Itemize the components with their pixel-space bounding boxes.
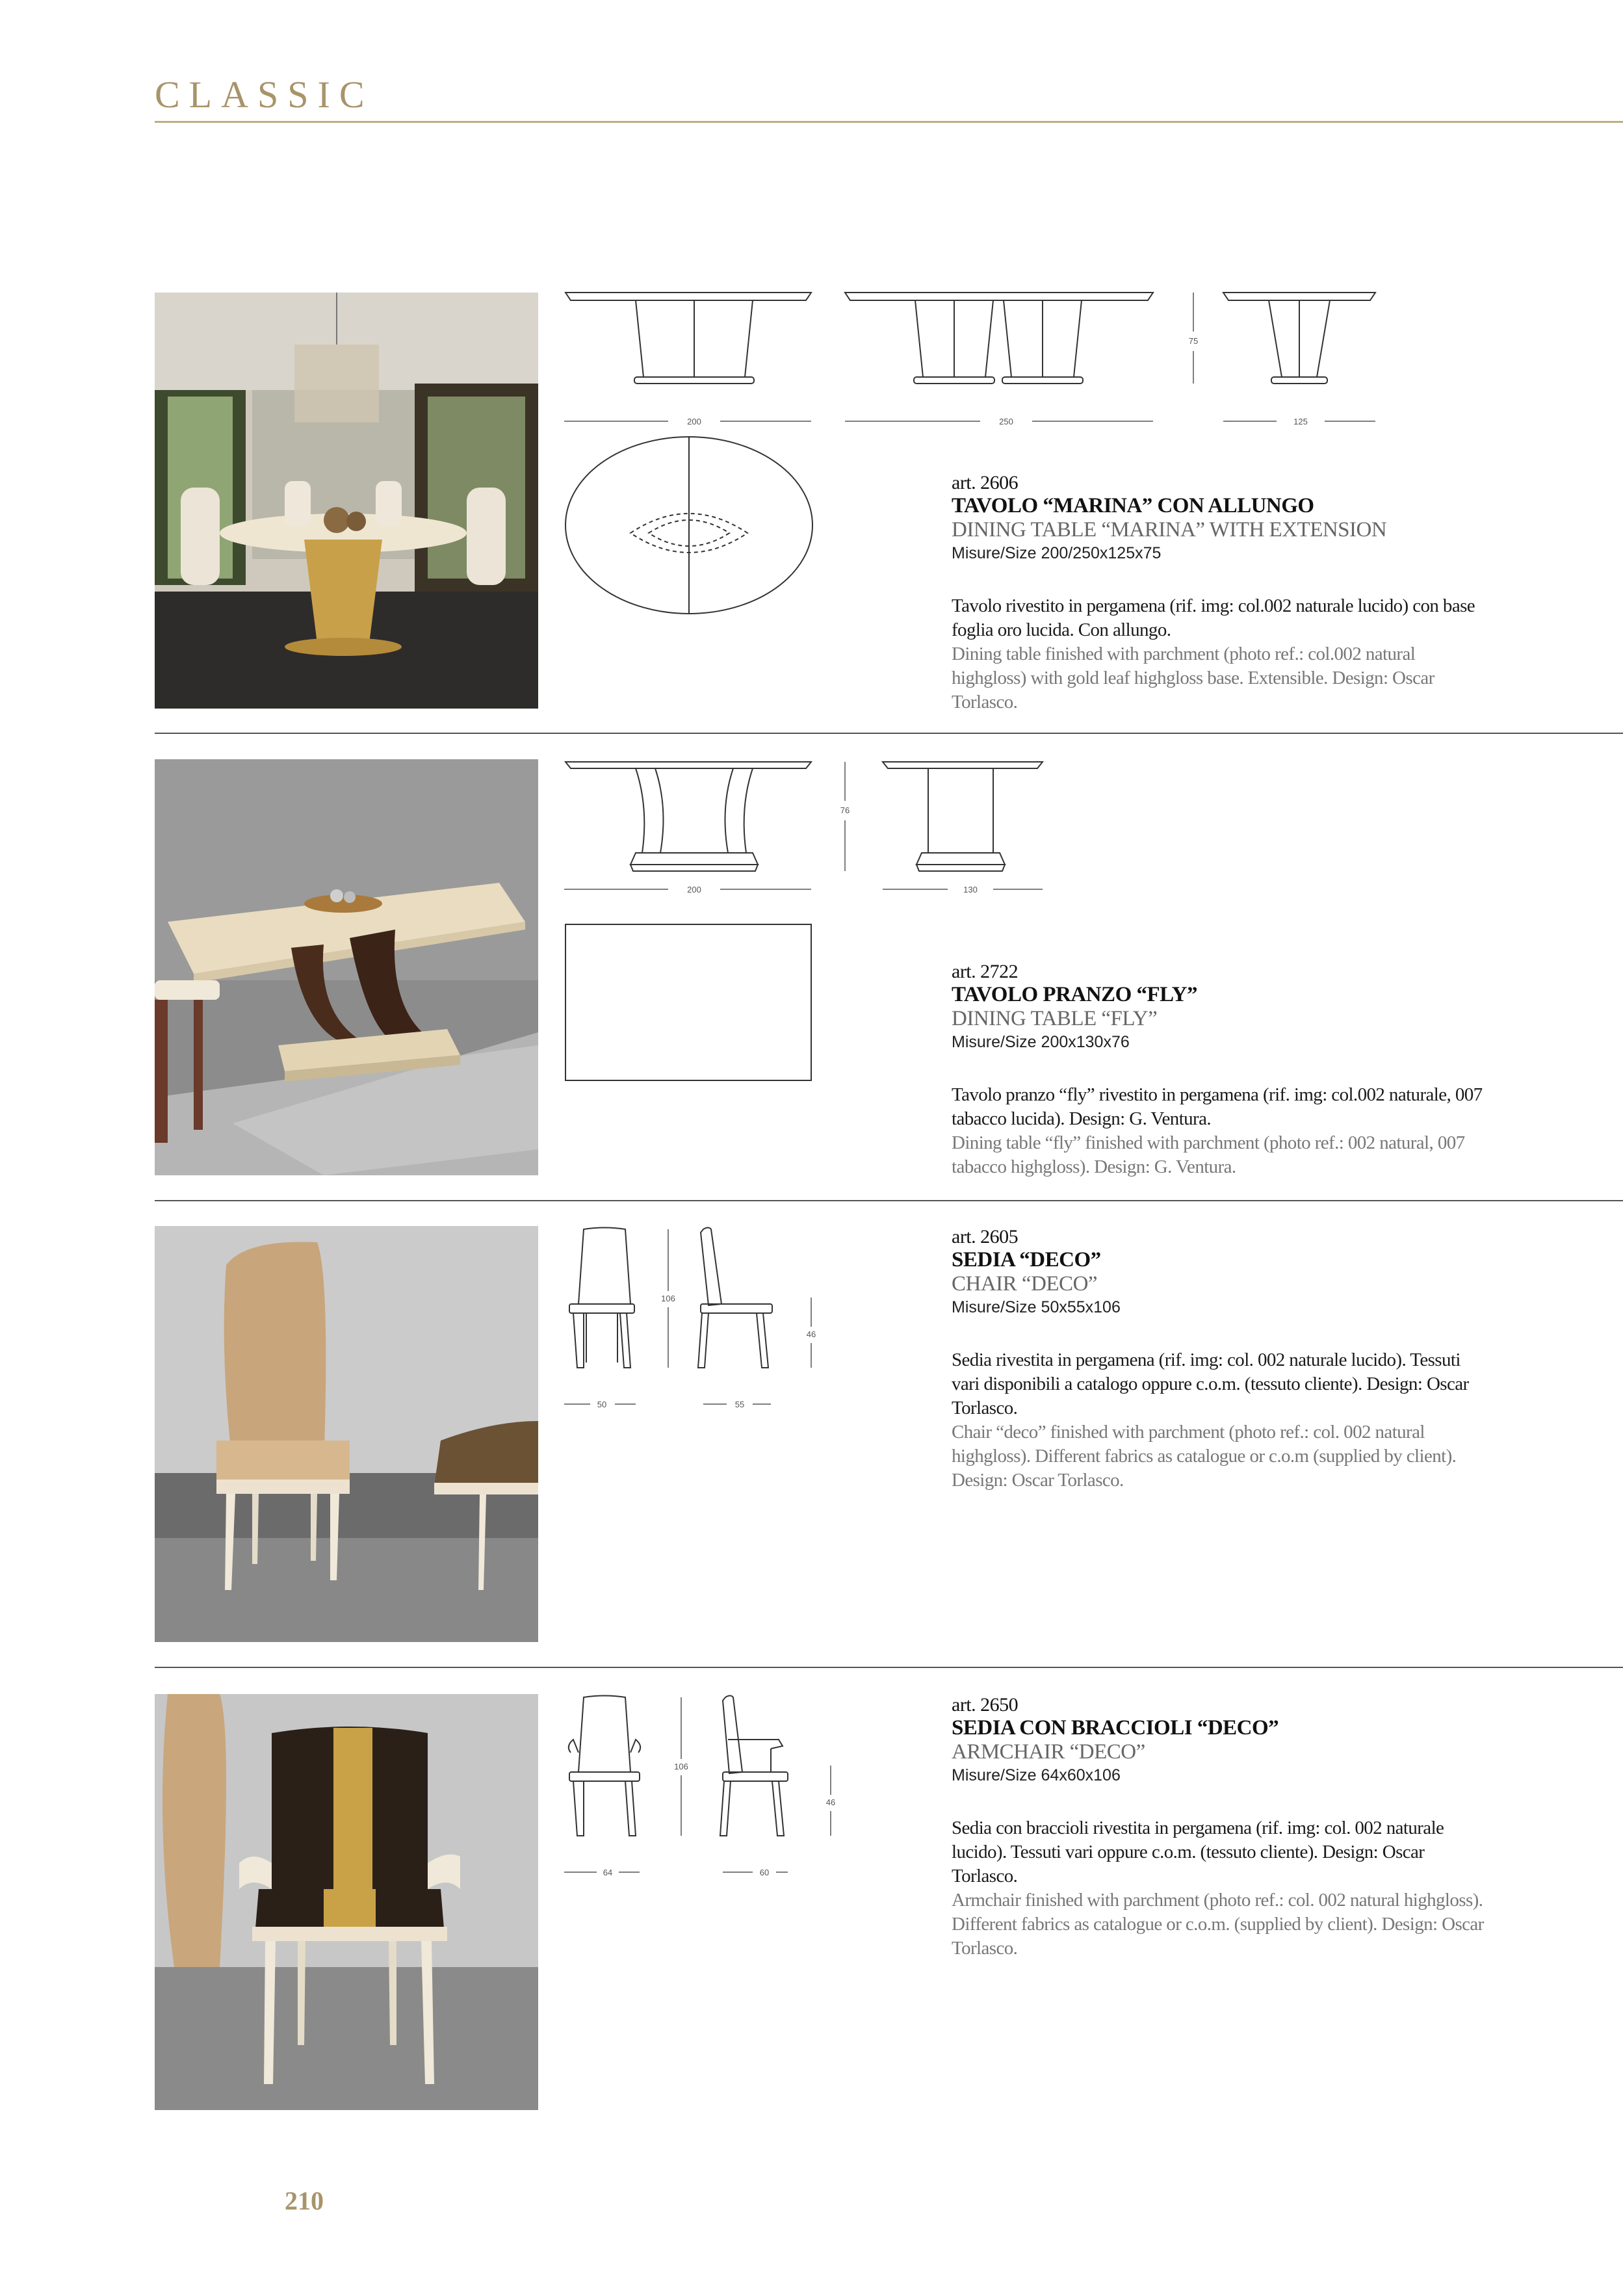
product-name-it: TAVOLO PRANZO “FLY” xyxy=(952,983,1197,1006)
product-size: Misure/Size 200x130x76 xyxy=(952,1033,1130,1051)
product-size: Misure/Size 64x60x106 xyxy=(952,1766,1121,1784)
description-en: Armchair finished with parchment (photo ref.: col. 002 natural highgloss). Different fabrics as catalogue or c.o.m. (supplied by client). Design: Oscar Torlasco. xyxy=(952,1890,1484,1959)
product-photo-chair-deco xyxy=(155,1226,538,1642)
product-info-fly xyxy=(952,961,1491,1179)
section-divider xyxy=(155,1200,1623,1201)
section-divider xyxy=(155,733,1623,734)
description-it: Sedia con braccioli rivestita in pergamena (rif. img: col. 002 naturale lucido). Tessuti vari oppure c.o.m. (tessuto cliente). Design: Oscar Torlasco. xyxy=(952,1818,1444,1886)
description-it: Sedia rivestita in pergamena (rif. img: col. 002 naturale lucido). Tessuti vari disponibili a catalogo oppure c.o.m. (tessuto cliente). Design: Oscar Torlasco. xyxy=(952,1350,1469,1418)
tech-drawing-armchair-deco xyxy=(564,1694,837,1889)
product-photo-armchair-deco xyxy=(155,1694,538,2110)
description-en: Dining table finished with parchment (photo ref.: col.002 natural highgloss) with gold leaf highgloss base. Extensible. Design: Oscar Torlasco. xyxy=(952,644,1435,712)
section-divider xyxy=(155,1667,1623,1668)
tech-drawing-chair-deco xyxy=(564,1226,824,1421)
dim-width-ext: 250 xyxy=(999,417,1013,426)
product-name-en: DINING TABLE “FLY” xyxy=(952,1007,1158,1030)
dim-depth: 125 xyxy=(1293,417,1308,426)
product-name-it: SEDIA “DECO” xyxy=(952,1248,1101,1272)
dim-depth: 55 xyxy=(734,1400,745,1409)
dim-seat-height: 46 xyxy=(825,1797,836,1807)
dim-height: 106 xyxy=(674,1762,688,1771)
product-info-chair-deco xyxy=(952,1226,1491,1493)
dim-height: 106 xyxy=(661,1294,675,1303)
product-size: Misure/Size 200/250x125x75 xyxy=(952,544,1162,562)
product-info-armchair-deco xyxy=(952,1694,1491,1961)
product-name-it: TAVOLO “MARINA” CON ALLUNGO xyxy=(952,494,1314,517)
product-name-it: SEDIA CON BRACCIOLI “DECO” xyxy=(952,1716,1279,1740)
article-number: art. 2605 xyxy=(952,1226,1019,1247)
dim-height: 76 xyxy=(840,805,850,815)
product-photo-fly xyxy=(155,759,538,1175)
dim-depth: 60 xyxy=(759,1868,770,1877)
product-name-en: CHAIR “DECO” xyxy=(952,1272,1098,1296)
product-size: Misure/Size 50x55x106 xyxy=(952,1298,1121,1316)
dim-width: 200 xyxy=(687,885,701,894)
description-it: Tavolo rivestito in pergamena (rif. img: col.002 naturale lucido) con base foglia oro lucida. Con allungo. xyxy=(952,595,1475,640)
dim-depth: 130 xyxy=(963,885,978,894)
product-name-en: ARMCHAIR “DECO” xyxy=(952,1740,1145,1764)
dim-width: 64 xyxy=(603,1868,613,1877)
product-photo-marina xyxy=(155,293,538,709)
dim-width: 200 xyxy=(687,417,701,426)
description-en: Chair “deco” finished with parchment (photo ref.: col. 002 natural highgloss). Different fabrics as catalogue or c.o.m (supplied by client). Design: Oscar Torlasco. xyxy=(952,1422,1457,1491)
article-number: art. 2606 xyxy=(952,472,1019,493)
article-number: art. 2650 xyxy=(952,1694,1019,1715)
article-number: art. 2722 xyxy=(952,961,1019,982)
dim-width: 50 xyxy=(597,1400,607,1409)
section-title: CLASSIC xyxy=(155,73,374,116)
header-rule xyxy=(155,121,1623,123)
product-name-en: DINING TABLE “MARINA” WITH EXTENSION xyxy=(952,518,1387,541)
description-en: Dining table “fly” finished with parchment (photo ref.: 002 natural, 007 tabacco highgloss). Design: G. Ventura. xyxy=(952,1132,1465,1177)
page-number: 210 xyxy=(285,2186,324,2215)
dim-seat-height: 46 xyxy=(806,1329,816,1339)
product-info-marina xyxy=(952,472,1491,714)
dim-height: 75 xyxy=(1188,336,1199,346)
description-it: Tavolo pranzo “fly” rivestito in pergamena (rif. img: col.002 naturale, 007 tabacco lucida). Design: G. Ventura. xyxy=(952,1084,1483,1129)
